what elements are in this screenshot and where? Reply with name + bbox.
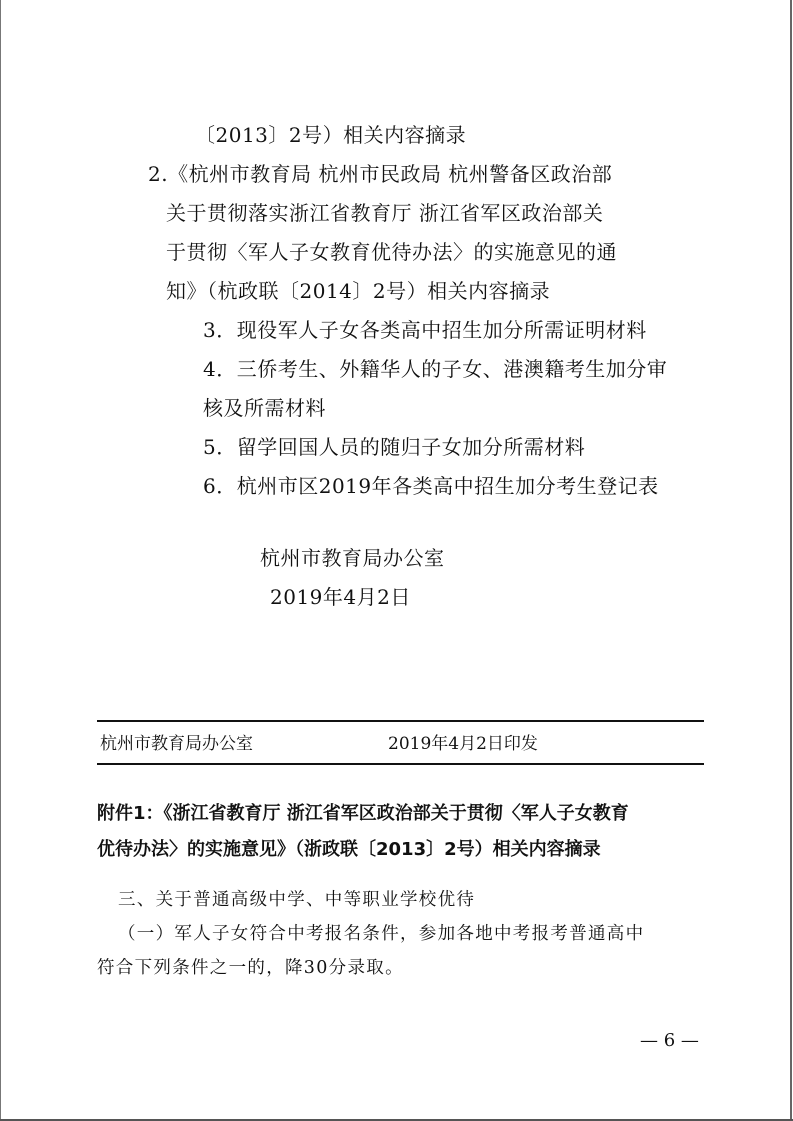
attachment-item-6: 6．杭州市区2019年各类高中招生加分考生登记表 [203, 474, 659, 498]
attachment-item-3: 3．现役军人子女各类高中招生加分所需证明材料 [203, 318, 647, 342]
attachment-item-1-continuation: 〔2013〕2号）相关内容摘录 [195, 123, 467, 147]
attachment-1-title-line-1: 附件1：《浙江省教育厅 浙江省军区政治部关于贯彻〈军人子女教育 [97, 803, 629, 824]
signature-date: 2019年4月2日 [270, 585, 411, 609]
paragraph-line-2: 符合下列条件之一的，降30分录取。 [97, 958, 404, 978]
attachment-item-4-line-2: 核及所需材料 [203, 396, 326, 420]
page-border-right [790, 0, 792, 1121]
section-heading: 三、关于普通高级中学、中等职业学校优待 [118, 890, 476, 910]
footer-top-rule [97, 720, 704, 722]
footer-issuer: 杭州市教育局办公室 [100, 734, 253, 754]
signature-issuer: 杭州市教育局办公室 [260, 546, 445, 570]
attachment-item-2-line-1: 2.《杭州市教育局 杭州市民政局 杭州警备区政治部 [148, 162, 613, 186]
paragraph-line-1: （一）军人子女符合中考报名条件，参加各地中考报考普通高中 [118, 924, 645, 944]
attachment-item-2-line-2: 关于贯彻落实浙江省教育厅 浙江省军区政治部关 [166, 201, 604, 225]
attachment-item-5: 5．留学回国人员的随归子女加分所需材料 [203, 435, 586, 459]
page-border-left [0, 0, 1, 1121]
attachment-item-4-line-1: 4．三侨考生、外籍华人的子女、港澳籍考生加分审 [203, 357, 668, 381]
footer-print-date: 2019年4月2日印发 [388, 734, 538, 754]
attachment-item-2-line-3: 于贯彻〈军人子女教育优待办法〉的实施意见的通 [166, 240, 617, 264]
attachment-1-title-line-2: 优待办法〉的实施意见》（浙政联〔2013〕2号）相关内容摘录 [97, 839, 601, 860]
footer-bottom-rule [97, 763, 704, 765]
page-number: — 6 — [640, 1030, 699, 1051]
attachment-item-2-line-4: 知》（杭政联〔2014〕2号）相关内容摘录 [166, 279, 551, 303]
